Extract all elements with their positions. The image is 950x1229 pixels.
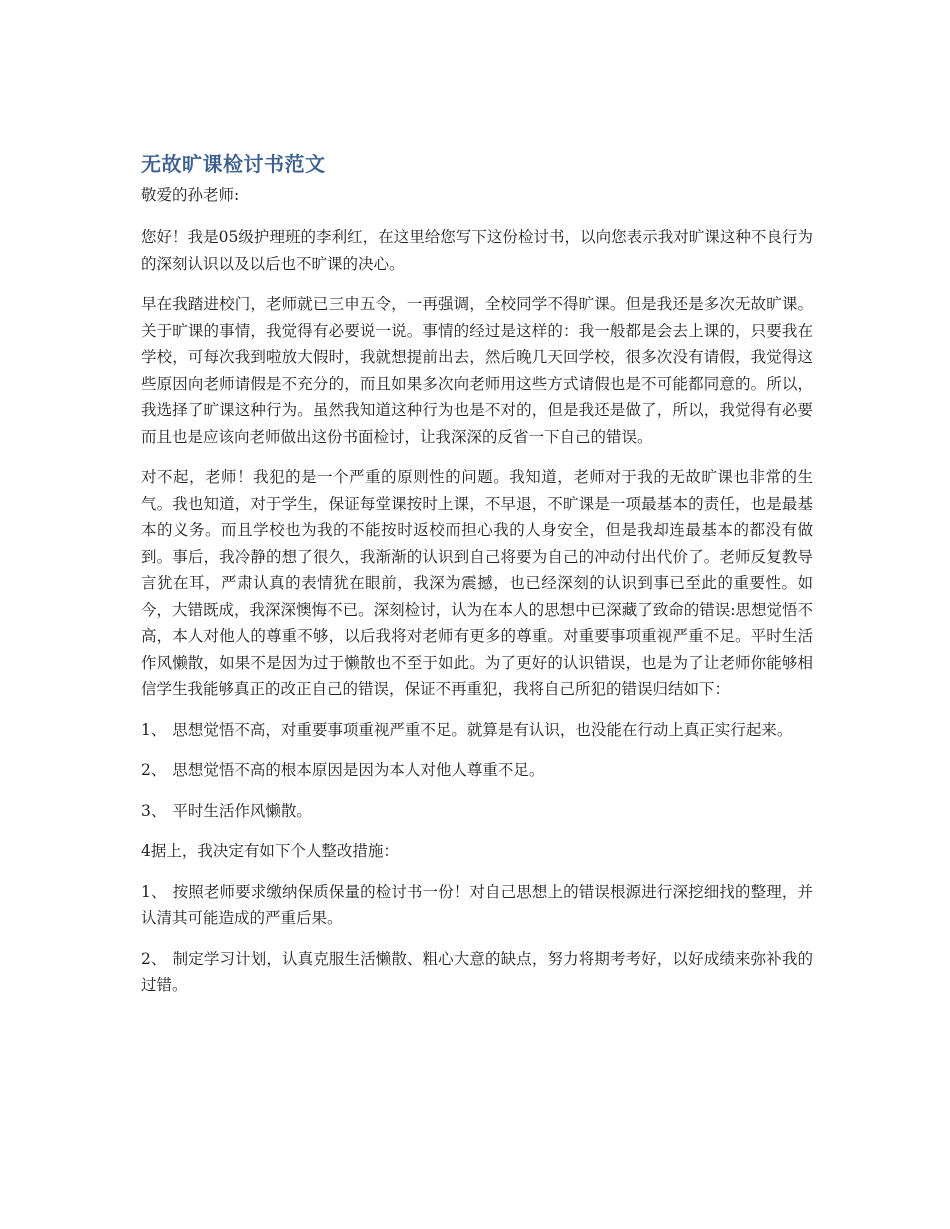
list-number: 2、 — [141, 949, 167, 968]
error-item — [141, 757, 813, 784]
salutation: 敬爱的孙老师: — [141, 186, 240, 204]
document-title: 无故旷课检讨书范文 — [141, 152, 326, 176]
list-text: 思想觉悟不高的根本原因是因为本人对他人尊重不足。 — [172, 761, 545, 779]
document-page — [141, 150, 813, 1013]
list-text: 思想觉悟不高，对重要事项重视严重不足。就算是有认识，也没能在行动上真正实行起来。 — [172, 720, 793, 739]
list-number: 1、 — [141, 720, 167, 739]
paragraph-apology: 对不起，老师！我犯的是一个严重的原则性的问题。我知道，老师对于我的无故旷课也非常的生气。我也知道，对于学生，保证每堂课按时上课，不早退，不旷课是一项最基本的责任，也是最基本的义务。而且学校也为我的不能按时返校而担心我的人身安全，但是我却连最基本的都没有做到。事后，我冷静的想了很久，我渐渐的认识到自己将要为自己的冲动付出代价了。老师反复教导言犹在耳，严肃认真的表情犹在眼前，我深为震撼，也已经深刻的认识到事已至此的重要性。如今，大错既成，我深深懊悔不已。深刻检讨，认为在本人的思想中已深藏了致命的错误:思想觉悟不高，本人对他人的尊重不够，以后我将对老师有更多的尊重。对重要事项重视严重不足。平时生活作风懒散，如果不是因为过于懒散也不至于如此。为了更好的认识错误，也是为了让老师你能够相信学生我能够真正的改正自己的错误，保证不再重犯，我将自己所犯的错误归结如下： — [141, 468, 813, 698]
list-number: 1、 — [141, 882, 167, 901]
list-text: 制定学习计划，认真克服生活懒散、粗心大意的缺点，努力将期考考好，以好成绩来弥补我的过错。 — [141, 949, 813, 994]
measures-intro: 4据上，我决定有如下个人整改措施： — [141, 842, 399, 860]
measure-item — [141, 879, 813, 932]
paragraph-background: 早在我踏进校门，老师就已三申五令，一再强调，全校同学不得旷课。但是我还是多次无故旷课。关于旷课的事情，我觉得有必要说一说。事情的经过是这样的：我一般都是会去上课的，只要我在学校，可每次我到啦放大假时，我就想提前出去，然后晚几天回学校，很多次没有请假，我觉得这些原因向老师请假是不充分的，而且如果多次向老师用这些方式请假也是不可能都同意的。所以，我选择了旷课这种行为。虽然我知道这种行为也是不对的，但是我还是做了，所以，我觉得有必要而且也是应该向老师做出这份书面检讨，让我深深的反省一下自己的错误。 — [141, 295, 813, 446]
list-text: 平时生活作风懒散。 — [172, 801, 312, 820]
list-number: 2、 — [141, 761, 167, 779]
error-item — [141, 798, 813, 825]
list-number: 3、 — [141, 801, 167, 820]
measure-item — [141, 946, 813, 999]
paragraph-greeting: 您好！我是05级护理班的李利红，在这里给您写下这份检讨书，以向您表示我对旷课这种不良行为的深刻认识以及以后也不旷课的决心。 — [141, 228, 813, 273]
error-item — [141, 717, 813, 744]
list-text: 按照老师要求缴纳保质保量的检讨书一份！对自己思想上的错误根源进行深挖细找的整理，并认清其可能造成的严重后果。 — [141, 882, 813, 927]
